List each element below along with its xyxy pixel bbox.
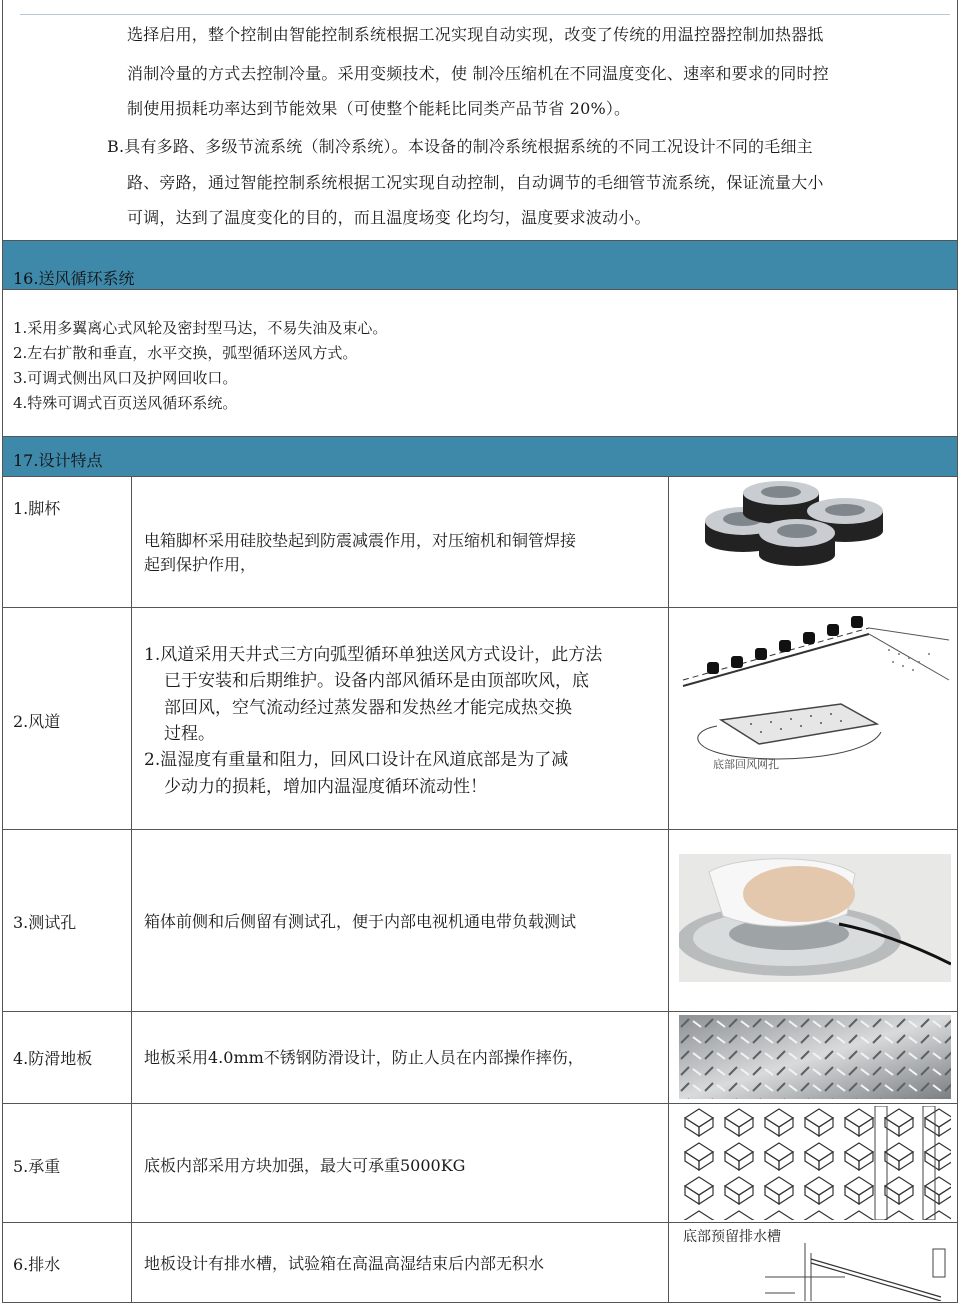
- feature-name: 6.排水: [13, 1255, 61, 1274]
- feature-desc-line: 底板内部采用方块加强，最大可承重5000KG: [144, 1156, 466, 1175]
- list-item: 2.左右扩散和垂直，水平交换，弧型循环送风方式。: [13, 344, 358, 362]
- feature-row-test-hole: [3, 830, 957, 1012]
- feature-desc-line: 地板设计有排水槽，试验箱在高温高湿结束后内部无积水: [144, 1254, 545, 1273]
- section-17-title: 17.设计特点: [13, 451, 103, 470]
- feature-row-foot-cup: [3, 477, 957, 608]
- feature-name: 2.风道: [13, 712, 61, 731]
- feature-desc-line: 1.风道采用天井式三方向弧型循环单独送风方式设计，此方法: [144, 645, 603, 665]
- feature-desc-line: 电箱脚杯采用硅胶垫起到防震减震作用，对压缩机和铜管焊接: [144, 531, 577, 550]
- feature-desc-line: 2.温湿度有重量和阻力，回风口设计在风道底部是为了减: [144, 750, 569, 770]
- spec-table: [2, 0, 958, 1303]
- drainage-diagram-image: [765, 1243, 951, 1301]
- test-hole-image: [679, 854, 951, 982]
- section-16-header: [3, 241, 957, 290]
- feature-name: 1.脚杯: [13, 499, 61, 518]
- feature-desc-line: 地板采用4.0mm不锈钢防滑设计，防止人员在内部操作摔伤，: [144, 1048, 584, 1067]
- feature-row-anti-slip-floor: [3, 1012, 957, 1104]
- feature-desc-line: 箱体前侧和后侧留有测试孔，便于内部电视机通电带负载测试: [144, 912, 577, 931]
- feature-name: 3.测试孔: [13, 913, 77, 932]
- feature-row-drainage: [3, 1223, 957, 1303]
- feature-desc-line: 过程。: [164, 724, 215, 744]
- intro-line: 消制冷量的方式去控制冷量。采用变频技术，使 制冷压缩机在不同温度变化、速率和要求的同时控: [127, 64, 829, 83]
- feature-name: 5.承重: [13, 1157, 61, 1176]
- feature-desc-line: 已于安装和后期维护。设备内部风循环是由顶部吹风，底: [164, 671, 589, 691]
- duct-top-image: [679, 610, 951, 690]
- list-item: 3.可调式侧出风口及护网回收口。: [13, 369, 238, 387]
- intro-block: [3, 0, 957, 241]
- feature-desc-line: 起到保护作用，: [144, 555, 257, 574]
- feature-desc-line: 少动力的损耗，增加内温湿度循环流动性！: [164, 777, 487, 797]
- section-17-header: [3, 437, 957, 477]
- feature-row-air-duct: [3, 608, 957, 830]
- list-item: 4.特殊可调式百页送风循环系统。: [13, 394, 238, 412]
- feature-name: 4.防滑地板: [13, 1049, 93, 1068]
- intro-line: 选择启用，整个控制由智能控制系统根据工况实现自动实现，改变了传统的用温控器控制加热器抵: [127, 25, 824, 44]
- intro-line: 可调，达到了温度变化的目的，而且温度场变 化均匀，温度要求波动小。: [127, 208, 651, 227]
- intro-line: B.具有多路、多级节流系统（制冷系统）。本设备的制冷系统根据系统的不同工况设计不同的毛细主: [107, 137, 813, 156]
- load-bearing-image: [679, 1106, 951, 1220]
- list-item: 1.采用多翼离心式风轮及密封型马达，不易失油及束心。: [13, 319, 388, 337]
- feature-desc-line: 部回风，空气流动经过蒸发器和发热丝才能完成热交换: [164, 698, 572, 718]
- drainage-image-caption: 底部预留排水槽: [683, 1229, 781, 1245]
- intro-line: 制使用损耗功率达到节能效果（可使整个能耗比同类产品节省 20%）。: [127, 99, 631, 118]
- feature-row-load-bearing: [3, 1104, 957, 1223]
- foot-cup-image: [685, 479, 921, 579]
- section-16-title: 16.送风循环系统: [13, 269, 135, 288]
- duct-image-caption: 底部回风网孔: [713, 758, 779, 771]
- section-16-list: [3, 290, 957, 437]
- anti-slip-floor-image: [679, 1015, 951, 1099]
- intro-line: 路、旁路，通过智能控制系统根据工况实现自动控制，自动调节的毛细管节流系统，保证流量大小: [127, 173, 824, 192]
